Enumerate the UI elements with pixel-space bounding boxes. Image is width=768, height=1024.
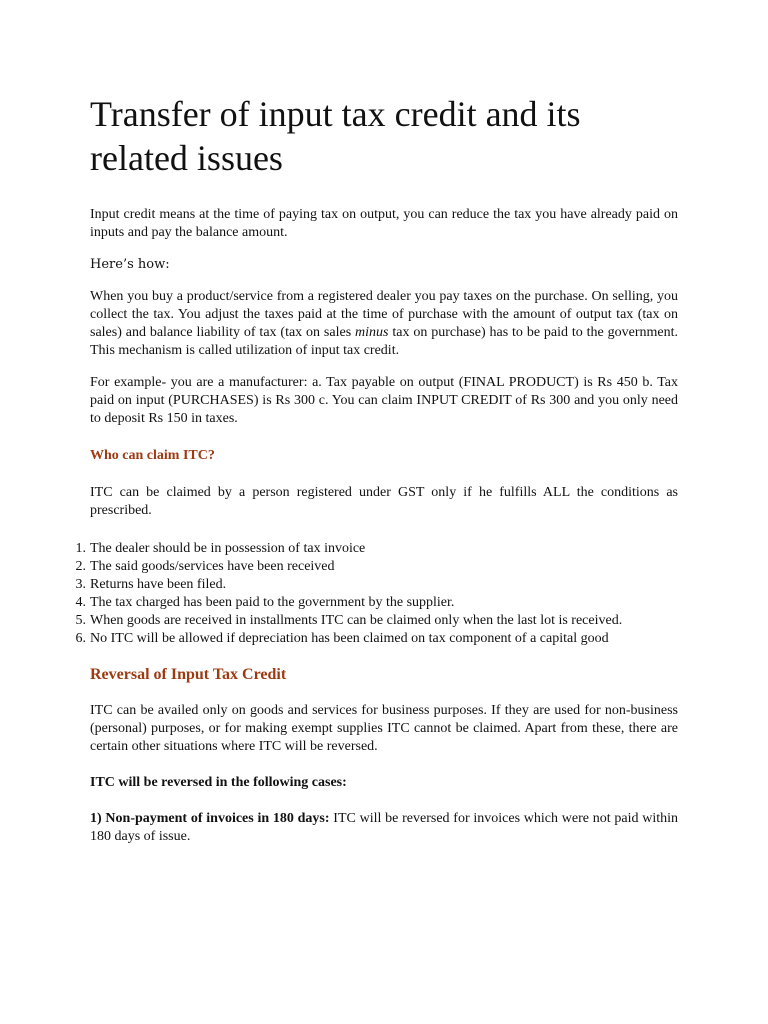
mechanism-text-start: When you buy a product/service from a registered dealer you pay taxes on the purchase. On selling, you collect the tax. You adjust the taxes paid at the time of purchase with the amount of output tax (tax on sales) and balance liability of tax (tax on sales (90, 289, 678, 340)
list-item-text: Returns have been filed. (90, 577, 227, 592)
example-paragraph: For example- you are a manufacturer: a. Tax payable on output (FINAL PRODUCT) is Rs 450 b. Tax paid on input (PURCHASES) is Rs 300 c. You can claim INPUT CREDIT of Rs 300 and you only need to deposit Rs 150 in taxes. (90, 375, 678, 426)
list-item-text: No ITC will be allowed if depreciation has been claimed on tax component of a capital good (90, 631, 609, 646)
list-item-number: 6. (75, 631, 86, 646)
list-item-number: 5. (75, 613, 86, 628)
list-item-text: The said goods/services have been received (90, 559, 335, 574)
list-item-number: 2. (75, 559, 86, 574)
list-item (75, 576, 678, 594)
non-payment-label: 1) Non-payment of invoices in 180 days: (90, 811, 330, 826)
list-item-text: When goods are received in installments ITC can be claimed only when the last lot is received. (90, 613, 623, 628)
itc-eligibility-paragraph: ITC can be claimed by a person registered under GST only if he fulfills ALL the conditions as prescribed. (90, 485, 678, 518)
list-item (75, 594, 678, 612)
list-item-number: 1. (75, 541, 86, 556)
page-title: Transfer of input tax credit and its related issues (90, 94, 581, 178)
document-page (75, 92, 678, 846)
non-payment-paragraph (90, 810, 678, 846)
availment-paragraph: ITC can be availed only on goods and services for business purposes. If they are used for non-business (personal) purposes, or for making exempt supplies ITC cannot be claimed. Apart from these, there are certain other situations where ITC will be reversed. (90, 703, 678, 754)
mechanism-text-end: tax on purchase) has to be paid to the government. This mechanism is called utilization of input tax credit. (90, 325, 678, 358)
list-item-number: 3. (75, 577, 86, 592)
intro-paragraph: Input credit means at the time of paying tax on output, you can reduce the tax you have already paid on inputs and pay the balance amount. (90, 207, 678, 240)
list-item-text: The tax charged has been paid to the government by the supplier. (90, 595, 455, 610)
conditions-list (75, 540, 678, 648)
list-item (75, 558, 678, 576)
mechanism-paragraph (90, 288, 678, 360)
heres-how-text: Here’s how: (90, 257, 170, 272)
list-item (75, 630, 678, 648)
mechanism-emphasis: minus (355, 325, 389, 340)
list-item-number: 4. (75, 595, 86, 610)
list-item (75, 540, 678, 558)
reversal-cases-heading: ITC will be reversed in the following cases: (90, 775, 347, 790)
who-can-claim-heading: Who can claim ITC? (90, 448, 215, 463)
reversal-heading: Reversal of Input Tax Credit (90, 666, 287, 683)
non-payment-text: ITC will be reversed for invoices which were not paid within 180 days of issue. (90, 811, 678, 844)
list-item (75, 612, 678, 630)
list-item-text: The dealer should be in possession of tax invoice (90, 541, 366, 556)
